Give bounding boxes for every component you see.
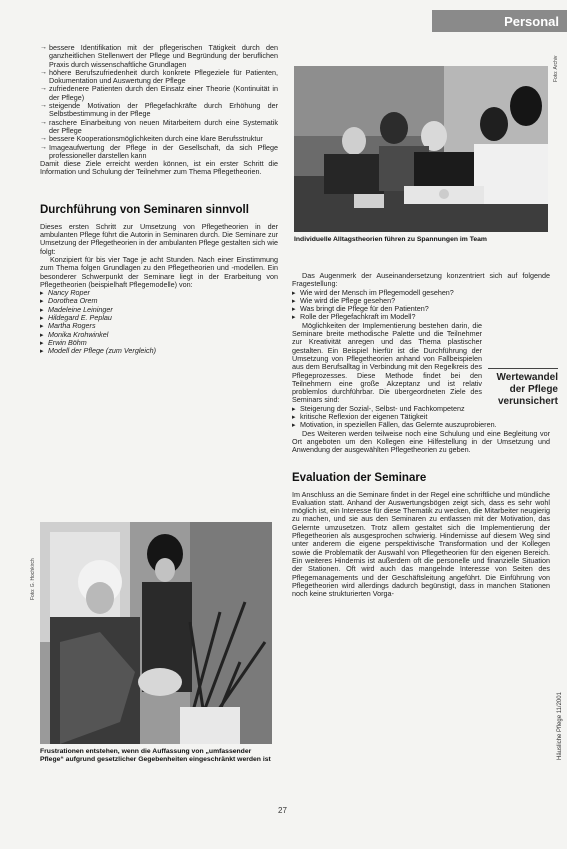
paragraph-seminare-1: Dieses ersten Schritt zur Umsetzung von Pflegetheorien in der ambulanten Pflege führt die Autorin in Seminaren durch. Die Seminare zur Umsetzung der Pflegetheorien in der ambulanten Pflege gestalten sich wie folgt: xyxy=(40,221,278,256)
theorist-item: ▸ Monika Krohwinkel xyxy=(40,331,278,339)
pull-quote-line-2: der Pflege xyxy=(509,384,558,395)
goal-item: ▸ kritische Reflexion der eigenen Tätigkeit xyxy=(292,413,550,421)
pull-quote xyxy=(488,368,558,408)
photo-caption-bottom: Frustrationen entstehen, wenn die Auffassung von „umfassender Pflege“ aufgrund gesetzlicher Gegebenheiten eingeschränkt werden ist xyxy=(40,748,271,763)
section-label: Personal xyxy=(504,13,559,29)
paragraph-focus: Das Augenmerk der Auseinandersetzung konzentriert sich auf folgende Fragestellung: xyxy=(292,271,550,289)
benefit-item: → steigende Motivation der Pflegefachkräfte durch Erhöhung der Selbstbestimmung in der Pflege xyxy=(40,102,278,119)
theorist-item: ▸ Nancy Roper xyxy=(40,289,278,297)
photo-credit-bottom: Foto: G. Hochkirch xyxy=(30,558,36,600)
photo-team-meeting xyxy=(294,66,548,232)
theorist-item: ▸ Madeleine Leininger xyxy=(40,306,278,314)
question-item: ▸ Was bringt die Pflege für den Patienten? xyxy=(292,305,550,313)
theorist-item: ▸ Modell der Pflege (zum Vergleich) xyxy=(40,347,278,355)
goal-item: ▸ Steigerung der Sozial-, Selbst- und Fachkompetenz xyxy=(292,405,550,413)
paragraph-evaluation: Im Anschluss an die Seminare findet in der Regel eine schriftliche und mündliche Evaluation statt. Anhand der Auswertungsbögen zeigt sich, dass es sehr wohl möglich ist, ein Interesse für diese Thematik zu wecken, die Mitarbeiter neugierig zu machen, und sie aus den Seminaren zu entlassen mit der Motivation, das Gelernte umzusetzen. Trotz allem gestaltet sich die Implementierung der Pflegetheorien als ausgesprochen schwierig. Hindernisse auf diesem Weg sind unter anderem die eigene perspektivische Transformation und der Kollegen sowie die Problematik der Auswahl von Pflegetheorien für den eigenen Bereich. Ein weiteres Hindernis ist außerdem oft die personelle und finanzielle Situation der Stationen. Oft wird auch das mangelnde Interesse von Seiten des Pflegemanagements und der Geschäftsleitung angeführt. Die Einführung von Pflegetheorien wird allerdings dadurch begünstigt, dass in manchen Stationen noch keine strukturierten Vorga- xyxy=(292,489,550,599)
left-column-top xyxy=(40,44,278,356)
journal-reference: Häusliche Pflege 11/2001 xyxy=(557,692,563,760)
benefit-item: → bessere Identifikation mit der pflegerischen Tätigkeit durch den ganzheitlichen Stellenwert der Pflege und Begründung der beruflichen Praxis durch wissenschaftliche Grundlagen xyxy=(40,44,278,69)
heading-seminare: Durchführung von Seminaren sinnvoll xyxy=(40,203,249,216)
benefit-item: → Imageaufwertung der Pflege in der Gesellschaft, da sich Pflege professioneller darstellen kann xyxy=(40,144,278,161)
theorist-item: ▸ Erwin Böhm xyxy=(40,339,278,347)
theorist-list xyxy=(40,289,278,355)
pull-quote-line-3: verunsichert xyxy=(497,396,558,407)
theorist-item: ▸ Dorothea Orem xyxy=(40,297,278,305)
question-item: ▸ Wie wird die Pflege gesehen? xyxy=(292,297,550,305)
benefit-item: → bessere Kooperationsmöglichkeiten durch eine klare Berufsstruktur xyxy=(40,135,278,143)
benefit-item: → höhere Berufszufriedenheit durch konkrete Pflegeziele für Patienten, Dokumentation und Auswertung der Pflege xyxy=(40,69,278,86)
question-list xyxy=(292,289,550,322)
goal-item: ▸ Motivation, in speziellen Fällen, das Gelernte auszuprobieren. xyxy=(292,421,550,429)
goal-list xyxy=(292,405,550,430)
question-item: ▸ Rolle der Pflegefachkraft im Modell? xyxy=(292,313,550,321)
photo-plant-care-image xyxy=(40,522,272,744)
photo-credit-top: Foto: Archiv xyxy=(553,55,559,82)
benefit-list xyxy=(40,44,278,160)
paragraph-support: Des Weiteren werden teilweise noch eine Schulung und eine Begleitung vor Ort angeboten um den Kollegen eine Hilfestellung in der Umsetzung und Anwendung der ausgewählten Pflegetheorien zu geben. xyxy=(292,428,550,455)
pull-quote-line-1: Wertewandel xyxy=(496,372,558,383)
theorist-item: ▸ Hildegard E. Peplau xyxy=(40,314,278,322)
page-number: 27 xyxy=(278,806,287,815)
paragraph-implementation: Möglichkeiten der Implementierung bestehen darin, die Seminare breite methodische Palette und die Teilnehmer zur Kreativität anregen und das Thema plastischer gestalten. Ein Beispiel hierfür ist die Durchführung der Umsetzung von Pflegetheorien anhand von Fallbeispielen aus dem Berufsalltag in Verbindung mit den Regelkreis des Pflegeprozesses. Diese Methode findet bei den Teilnehmern eine große Akzeptanz und ist relativ problemlos durchführbar. Die übergeordneten Ziele des Seminars sind: xyxy=(292,320,482,405)
benefit-item: → zufriedenere Patienten durch den Einsatz einer Theorie (Kontinuität in der Pflege) xyxy=(40,85,278,102)
photo-caption-top: Individuelle Alltagstheorien führen zu Spannungen im Team xyxy=(294,236,487,243)
paragraph-seminare-2: Konzipiert für bis vier Tage je acht Stunden. Nach einer Einstimmung zum Thema folgen Grundlagen zu den Pflegetheorien und -modellen. Ein besonderer Schwerpunkt der Seminare liegt in der Erarbeitung von Pflegetheorien (beispielhaft Pflegemodelle) von: xyxy=(40,254,278,289)
right-column xyxy=(292,272,550,598)
theorist-item: ▸ Martha Rogers xyxy=(40,322,278,330)
heading-evaluation: Evaluation der Seminare xyxy=(292,471,427,484)
section-header xyxy=(432,10,567,32)
benefit-item: → raschere Einarbeitung von neuen Mitarbeitern durch eine Systematik der Pflege xyxy=(40,119,278,136)
question-item: ▸ Wie wird der Mensch im Pflegemodell gesehen? xyxy=(292,289,550,297)
photo-team-meeting-image xyxy=(294,66,548,232)
photo-plant-care xyxy=(40,522,272,744)
intro-after: Damit diese Ziele erreicht werden können, ist ein erster Schritt die Information und Schulung der Teilnehmer zum Thema Pflegetheorien. xyxy=(40,159,278,177)
